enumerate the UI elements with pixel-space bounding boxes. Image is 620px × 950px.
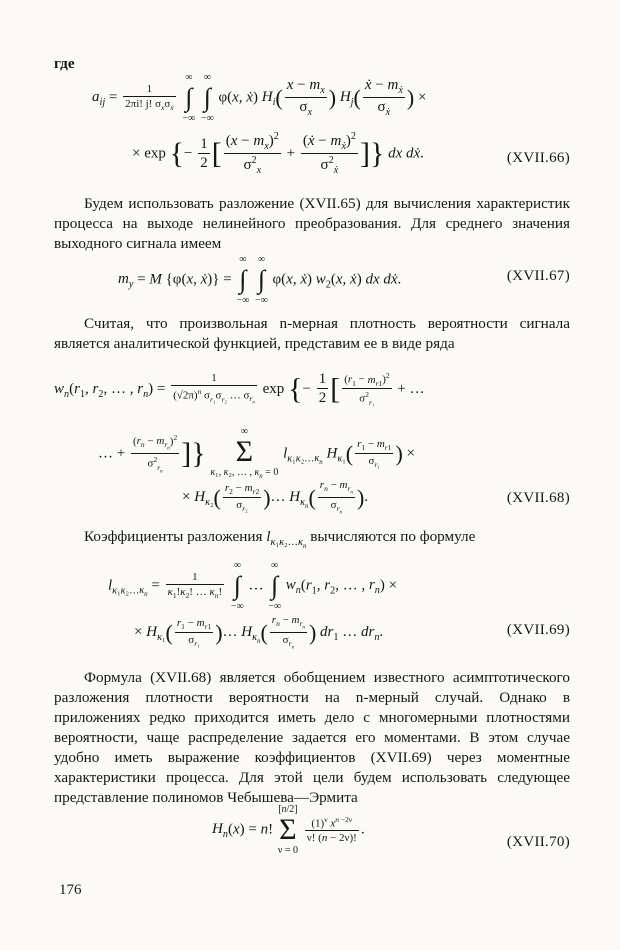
word-where: где bbox=[54, 55, 75, 72]
formula-a-ij: $a_{ij}$ = $\frac{1}{2\pi i! j! \sigma_x\sigma_ẋ}$ ∞ ∫ −∞ ∞ ∫ −∞ φ(x, ẋ) $H_i$( $\frac{x - m_x}{\sigma_x}$ ) $H_j$( $\frac{ẋ - m_ẋ}{\sigma_ẋ}$ ) × bbox=[92, 72, 427, 124]
formula-w-n: $w_n(r_1$, $r_2$, … , $r_n$) = $\frac{1}{(√2\pi)^n \sigma_{r_1}\sigma_{r_2} \dots \sigma_{r_n}}$ exp {− $\frac{1}{2}$ [ $\frac{(r_1 - m_{r1})^2}{\sigma^2_{r_1}}$ + … bbox=[54, 371, 425, 408]
paragraph-1: Будем использовать разложение (XVII.65) для вычисления характеристик процесса на выходе нелинейного преобразования. Для среднего значения выходного сигнала имеем bbox=[54, 195, 570, 252]
formula-hermite: $H_n(x) = n$! [n/2] Σ ν = 0 $\frac{(1)^\nu x^{n -2\nu}}{\nu! (n - 2\nu)!}$ . bbox=[212, 804, 365, 856]
paragraph-2: Считая, что произвольная n-мерная плотность вероятности сигнала является аналитической функцией, представим ее в виде ряда bbox=[54, 315, 570, 352]
paragraph-3-start: Коэффициенты разложения bbox=[84, 528, 263, 545]
eq-number-70: (XVII.70) bbox=[506, 834, 570, 850]
formula-w-n-end: × $H_{\kappa_2}$( $\frac{r_2 - m_{r2}}{\sigma_{r_2}}$ )… $H_{\kappa_n}$( $\frac{r_n - m_{r_n}}{\sigma_{r_n}}$ ). bbox=[182, 479, 369, 516]
formula-a-ij-cont: × exp {− $\frac{1}{2}$ [ $\frac{(x - m_x)^2}{\sigma^2_x}$ + $\frac{(ẋ - m_ẋ)^2}{\sigma^2_ẋ}$ ]} dx dẋ. bbox=[132, 131, 424, 177]
formula-m-y: $m_y = M$ {φ(x, ẋ)} = ∞ ∫ −∞ ∞ ∫ −∞ φ(x, ẋ) $w_2(x$, ẋ) dx dẋ. bbox=[118, 254, 402, 306]
paragraph-3-end: вычисляются по формуле bbox=[310, 528, 476, 545]
formula-l-kappa: $l_{\kappa_1\kappa_2\dots\kappa_n}$ = $\frac{1}{\kappa_1!\kappa_2! \dots \kappa_n!}$ ∞ ∫ −∞ … ∞ ∫ −∞ $w_n(r_1$, $r_2$, … , $r_n$) × bbox=[108, 560, 398, 612]
page-number: 176 bbox=[59, 882, 82, 898]
formula-w-n-cont: … + $\frac{(r_n - m_{r_n})^2}{\sigma^2_{r_n}}$ ]} ∞ Σ κ₁, κ₂, … , $\kappa_n = 0$ $l_{\kappa_1\kappa_2\dots\kappa_n}$ $H_{\kappa_1}$( $\frac{r_1 - m_{r1}}{\sigma_{r_1}}$ ) × bbox=[98, 426, 415, 480]
paragraph-4: Формула (XVII.68) является обобщением известного асимптотического разложения плотности вероятности на n-мерный случай. Однако в приложениях редко приходится иметь дело с многомерными плотностями вероятности, чаще распределение задается его моментами. В этом случае удобно иметь выражение коэффициентов (XVII.69) через моментные характеристики процесса. Для этой цели будем использовать следующее представление полиномов Чебышева—Эрмита bbox=[54, 669, 570, 806]
eq-number-67: (XVII.67) bbox=[506, 268, 570, 284]
eq-number-66: (XVII.66) bbox=[506, 150, 570, 166]
eq-number-68: (XVII.68) bbox=[506, 490, 570, 506]
formula-l-kappa-cont: × $H_{\kappa_1}$( $\frac{r_1 - m_{r1}}{\sigma_{r_1}}$ )… $H_{\kappa_n}$( $\frac{r_n - m_{r_n}}{\sigma_{r_n}}$ ) $dr_1$ … $dr_n$. bbox=[134, 614, 384, 651]
paragraph-3: Коэффициенты разложения $l_{\kappa_1\kappa_2\dots\kappa_n}$ вычисляются по формуле bbox=[84, 528, 476, 551]
eq-number-69: (XVII.69) bbox=[506, 622, 570, 638]
